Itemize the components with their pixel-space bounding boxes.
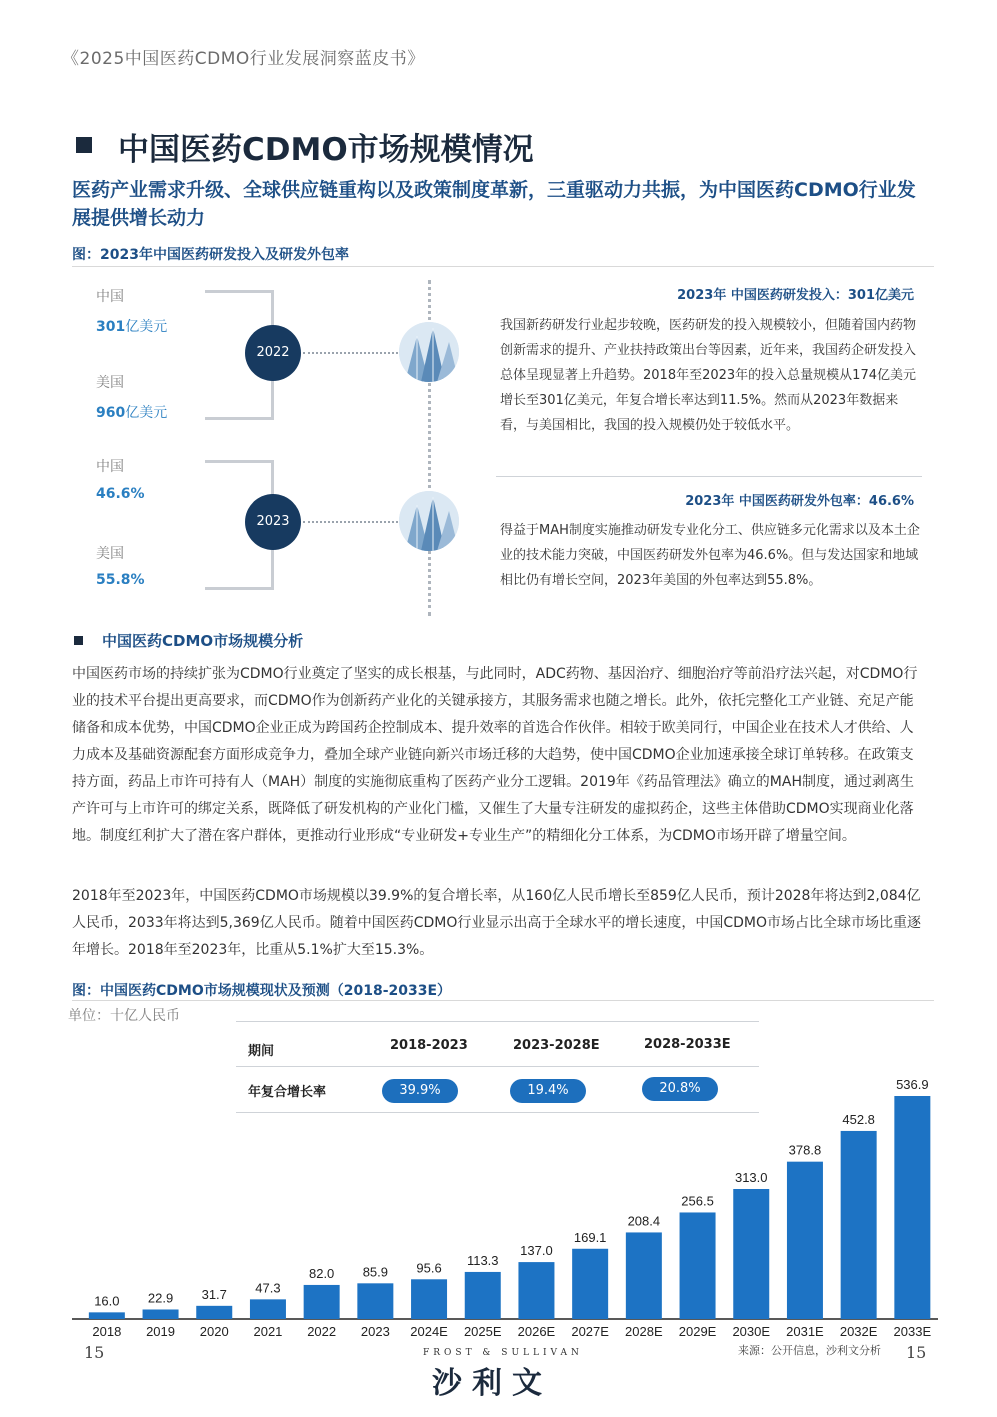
value-label-2029E: 256.5	[681, 1193, 714, 1209]
info-divider	[496, 476, 922, 477]
brand-logo-cn: 沙利文	[432, 1366, 552, 1401]
china-label-2023: 中国	[96, 459, 124, 475]
value-label-2025E: 113.3	[466, 1252, 499, 1268]
section-bullet	[76, 137, 92, 153]
bar-2030E	[733, 1189, 769, 1319]
bar-2022	[304, 1285, 340, 1319]
category-label-2025E: 2025E	[463, 1324, 502, 1339]
china-label-2022: 中国	[96, 289, 124, 305]
analysis-paragraph-1: 中国医药市场的持续扩张为CDMO行业奠定了坚实的成长根基，与此同时，ADC药物、基因治疗、细胞治疗等前沿疗法兴起，对CDMO行业的技术平台提出更高要求，而CDMO作为创新药产业化的关键承接方，其服务需求也随之增长。此外，依托完整化工产业链、充足产能储备和成本优势，中国CDMO企业正成为跨国药企控制成本、提升效率的首选合作伙伴。相较于欧美同行，中国企业在技术人才供给、人力成本及基础资源配套方面形成竞争力，叠加全球产业链向新兴市场迁移的大趋势，使中国CDMO企业加速承接全球订单转移。在政策支持方面，药品上市许可持有人（MAH）制度的实施彻底重构了医药产业分工逻辑。2019年《药品管理法》确立的MAH制度，通过剥离生产许可与上市许可的绑定关系，既降低了研发机构的产业化门槛，又催生了大量专注研发的虚拟药企，这些主体借助CDMO实现商业化落地。制度红利扩大了潜在客户群体，更推动行业形成“专业研发+专业生产”的精细化分工体系，为CDMO市场开辟了增量空间。	[72, 666, 918, 844]
cagr-period-3: 2028-2033E	[644, 1037, 731, 1052]
category-label-2021: 2021	[253, 1324, 283, 1339]
rd-outsourcing-text: 得益于MAH制度实施推动研发专业化分工、供应链多元化需求以及本土企业的技术能力突破，中国医药研发外包率为46.6%。但与发达国家和地域相比仍有增长空间，2023年美国的外包率达到55.8%。	[500, 523, 920, 588]
analysis-paragraph-2: 2018年至2023年，中国医药CDMO市场规模以39.9%的复合增长率，从160亿人民币增长至859亿人民币，预计2028年将达到2,084亿人民币，2033年将达到5,369亿人民币。随着中国医药CDMO行业显示出高于全球水平的增长速度，中国CDMO市场占比全球市场比重逐年增长。2018年至2023年，比重从5.1%扩大至15.3%。	[72, 888, 922, 958]
bar-2027E	[572, 1249, 608, 1319]
figure2-rule	[72, 1000, 934, 1001]
bar-2026E	[518, 1262, 554, 1319]
value-label-2018: 16.0	[94, 1293, 120, 1309]
value-label-2020: 31.7	[201, 1286, 227, 1302]
bar-2028E	[626, 1232, 662, 1319]
bar-2031E	[787, 1162, 823, 1319]
cdmo-market-bar-chart	[60, 1060, 940, 1350]
category-label-2018: 2018	[92, 1324, 122, 1339]
bar-2025E	[465, 1272, 501, 1319]
value-label-2033E: 536.9	[896, 1077, 929, 1092]
bar-2029E	[680, 1212, 716, 1319]
cagr-period-2: 2023-2028E	[513, 1038, 600, 1053]
analysis-bullet	[74, 636, 83, 645]
building-illustration	[399, 491, 459, 551]
value-label-2022: 82.0	[308, 1265, 335, 1281]
connector-2022	[303, 352, 398, 354]
bar-2021	[250, 1299, 286, 1319]
category-label-2028E: 2028E	[625, 1324, 663, 1339]
category-label-2029E: 2029E	[678, 1324, 717, 1339]
bar-2032E	[841, 1131, 877, 1319]
building-illustration	[399, 322, 459, 382]
value-label-2024E: 95.6	[416, 1260, 442, 1276]
us-label-2022: 美国	[96, 375, 124, 391]
value-label-2019: 22.9	[147, 1290, 174, 1306]
building-image-2022	[399, 322, 459, 382]
category-label-2032E: 2032E	[839, 1324, 878, 1339]
chart-source: 来源：公开信息，沙利文分析	[738, 1344, 881, 1357]
cagr-table-top-rule	[236, 1021, 759, 1022]
brand-name-en: FROST & SULLIVAN	[423, 1348, 583, 1358]
page-number-left: 15	[84, 1343, 105, 1362]
document-title: 《2025中国医药CDMO行业发展洞察蓝皮书》	[62, 49, 425, 69]
value-label-2027E: 169.1	[573, 1229, 607, 1245]
category-label-2023: 2023	[360, 1324, 390, 1339]
value-label-2030E: 313.0	[734, 1169, 768, 1185]
us-rd-value-2022: 960亿美元	[96, 405, 168, 421]
building-image-2023	[399, 491, 459, 551]
bar-2018	[89, 1312, 125, 1319]
category-label-2030E: 2030E	[732, 1324, 771, 1339]
china-rd-value-2022: 301亿美元	[96, 319, 168, 335]
connector-2023	[303, 521, 398, 523]
category-label-2024E: 2024E	[410, 1324, 448, 1339]
figure1-caption: 图：2023年中国医药研发投入及研发外包率	[72, 247, 349, 263]
category-label-2027E: 2027E	[571, 1324, 609, 1339]
us-outsourcing-value-2023: 55.8%	[96, 572, 145, 588]
year-circle-2022: 2022	[245, 325, 301, 381]
value-label-2032E: 452.8	[842, 1111, 875, 1127]
cagr-value-1: 39.9%	[382, 1079, 458, 1103]
cagr-period-1: 2018-2023	[390, 1038, 468, 1053]
page-number-right: 15	[906, 1343, 927, 1362]
cagr-period-label: 期间	[248, 1044, 275, 1059]
section-title: 中国医药CDMO市场规模情况	[118, 132, 534, 168]
bar-2024E	[411, 1279, 447, 1319]
rd-investment-heading: 2023年 中国医药研发投入：301亿美元	[677, 288, 914, 303]
category-label-2019: 2019	[146, 1324, 176, 1339]
figure2-caption: 图：中国医药CDMO市场规模现状及预测（2018-2033E）	[72, 983, 452, 999]
value-label-2026E: 137.0	[520, 1243, 553, 1259]
figure1-rule	[72, 266, 934, 267]
bar-2019	[143, 1309, 179, 1319]
year-circle-2023: 2023	[245, 494, 301, 550]
category-label-2022: 2022	[307, 1324, 337, 1339]
bar-2033E	[894, 1096, 930, 1319]
china-outsourcing-value-2023: 46.6%	[96, 486, 145, 502]
rd-investment-text: 我国新药研发行业起步较晚，医药研发的投入规模较小，但随着国内药物创新需求的提升、产业扶持政策出台等因素，近年来，我国药企研发投入总体呈现显著上升趋势。2018年至2023年的投入总量规模从174亿美元增长至301亿美元，年复合增长率达到11.5%。然而从2023年数据来看，与美国相比，我国的投入规模仍处于较低水平。	[500, 318, 917, 433]
value-label-2031E: 378.8	[788, 1142, 822, 1158]
category-label-2026E: 2026E	[517, 1324, 556, 1339]
category-label-2031E: 2031E	[786, 1324, 824, 1339]
cagr-value-2: 19.4%	[510, 1079, 586, 1103]
cagr-row-label: 年复合增长率	[248, 1085, 327, 1100]
cagr-value-3: 20.8%	[642, 1077, 718, 1101]
value-label-2028E: 208.4	[627, 1213, 661, 1229]
analysis-heading: 中国医药CDMO市场规模分析	[102, 632, 304, 650]
us-label-2023: 美国	[96, 546, 124, 562]
category-label-2033E: 2033E	[893, 1324, 932, 1339]
bar-2023	[357, 1283, 393, 1319]
rd-outsourcing-heading: 2023年 中国医药研发外包率：46.6%	[685, 494, 914, 509]
category-label-2020: 2020	[199, 1324, 229, 1339]
value-label-2023: 85.9	[362, 1264, 389, 1280]
value-label-2021: 47.3	[255, 1280, 281, 1296]
section-subtitle: 医药产业需求升级、全球供应链重构以及政策制度革新，三重驱动力共振，为中国医药CDMO行业发展提供增长动力	[72, 179, 916, 229]
bar-2020	[196, 1306, 232, 1319]
chart-unit: 单位：十亿人民币	[68, 1008, 180, 1024]
